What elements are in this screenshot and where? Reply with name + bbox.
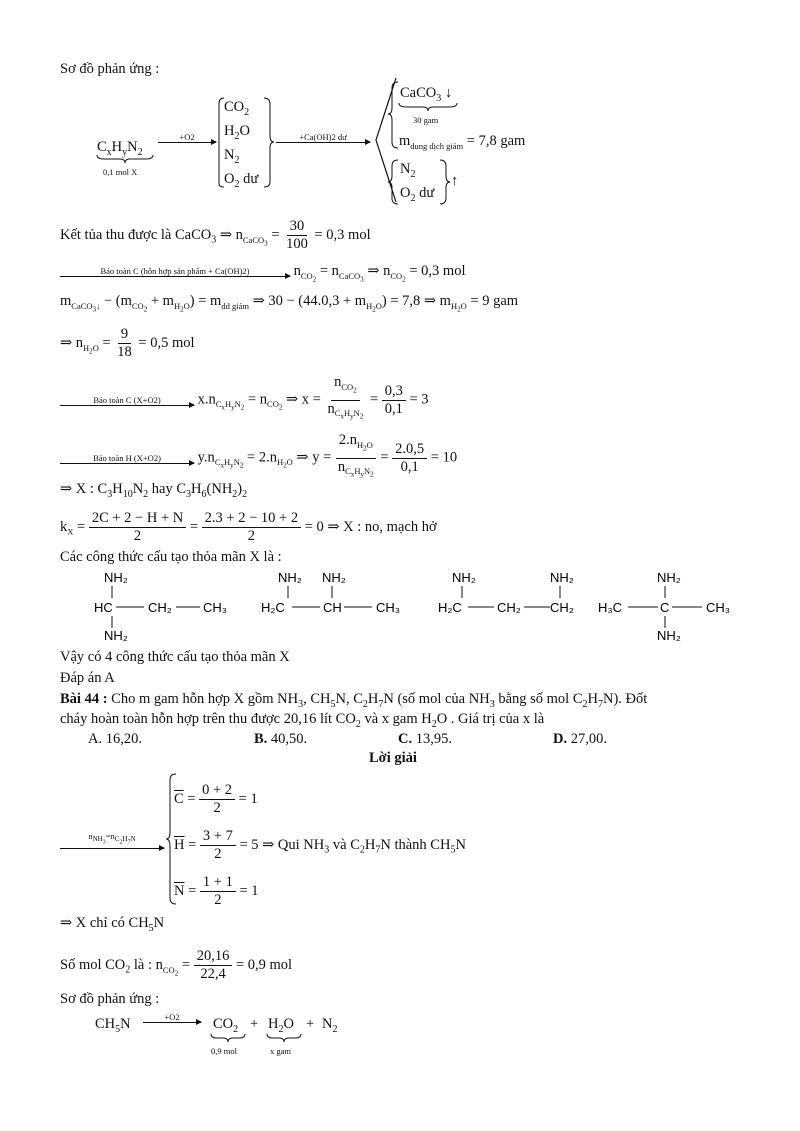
product-o2: $O_2$ dư (224, 171, 259, 190)
line-kx: $k_X$ = $\frac{2C + 2 - H + N}{2}$ = $\frac{2.3 + 2 - 10 + 2}{2}$ = 0 ⇒ X : no, mạch hở (60, 510, 437, 544)
line-y-value: Bảo toàn H (X+O2) $y.n_{C_xH_yN_2} = 2.n_{H_2O}$ ⇒ y = $2.n_{H_2O}$ $n_{C_xH_yN_2}$ = $\frac{2.0,5}{0,1}$ = 10 (60, 432, 457, 484)
product-h2o: $H_2O$ (224, 123, 250, 142)
arrow-o2: +O2 (158, 128, 218, 146)
s2-end: CH₃ (376, 600, 401, 615)
problem-line-1: Bài 44 : Cho m gam hỗn hợp X gồm $NH_3$, $CH_5N$, $C_2H_7N$ (số mol của $NH_3$ bằng số mol $C_2H_7N$). Đốt (60, 691, 648, 710)
s1-top: NH₂ (104, 570, 128, 585)
scheme2-plus-1: + (250, 1016, 259, 1032)
s3-mid: CH₂ (497, 600, 521, 615)
arrow-caoh2: +Ca(OH)2 dư (276, 128, 370, 146)
option-b: B. 40,50. (254, 731, 308, 747)
reactant-formula: $C_xH_yN_2$ (97, 139, 143, 158)
line-co2-moles: Số mol $CO_2$ là : $n_{CO_2}$ = $\frac{20,16}{22,4}$ = 0,9 mol (60, 948, 293, 982)
line-precipitate: Kết tủa thu được là CaCO$_3$ ⇒ $n_{CaCO_3}$ = $\frac{30}{100}$ = 0,3 mol (60, 218, 371, 252)
product-co2: $CO_2$ (224, 99, 250, 118)
s2-c1: H₂C (261, 600, 285, 615)
line-answer: Đáp án A (60, 670, 115, 686)
line-carbon-balance: Bảo toàn C (hỗn hợp sản phẩm + Ca(OH)2) $n_{CO_2} = n_{CaCO_3}$ ⇒ $n_{CO_2} = 0,3$ mol (60, 262, 465, 289)
avg-c: $\overline{C}$ = $\frac{0 + 2}{2}$ = 1 (174, 782, 258, 816)
line-x-value: Bảo toàn C (X+O2) $x.n_{C_xH_yN_2} = n_{CO_2}$ ⇒ x = $n_{CO_2}$ $n_{C_xH_yN_2}$ = $\frac{0,3}{0,1}$ = 3 (60, 374, 429, 426)
reactant-note: 0,1 mol X (103, 167, 138, 177)
avg-h: $\overline{H}$ = $\frac{3 + 7}{2}$ = 5 ⇒ Qui $NH_3$ và $C_2H_7N$ thành $CH_5N$ (174, 828, 466, 862)
gas-arrow: ↑ (451, 173, 459, 189)
s3-c3: CH₂ (550, 600, 574, 615)
mass-decrease: $m_{dung dịch giảm} = 7,8$ gam (399, 133, 526, 151)
scheme2-reactant: $CH_5N$ (95, 1016, 131, 1035)
precipitate-note: 30 gam (413, 115, 439, 125)
gas-o2: $O_2$ dư (400, 185, 435, 204)
solution-arrow: $n_{NH_3}=n_{C_2H_7N}$ (60, 830, 164, 849)
s2-c2: CH (323, 600, 342, 615)
s3-top1: NH₂ (452, 570, 476, 585)
scheme2-heading: Sơ đồ phản ứng : (60, 991, 160, 1007)
s4-bottom: NH₂ (657, 628, 681, 643)
structural-formulas (80, 566, 780, 648)
line-conclusion: Vậy có 4 công thức cấu tạo thỏa mãn X (60, 649, 290, 665)
s3-top2: NH₂ (550, 570, 574, 585)
solution-title: Lời giải (369, 750, 417, 766)
precipitate-brace (386, 80, 400, 150)
line-mass-balance: $m_{CaCO_3↓} - (m_{CO_2} + m_{H_2O}) = m_{dd giảm}$ ⇒ $30 - (44.0,3 + m_{H_2O}) = 7,8$ ⇒ $m_{H_2O} = 9$ gam (60, 293, 519, 314)
s3-c1: H₂C (438, 600, 462, 615)
s1-bottom: NH₂ (104, 628, 128, 643)
line-structures-intro: Các công thức cấu tạo thỏa mãn X là : (60, 549, 282, 565)
scheme2-plus-2: + (306, 1016, 315, 1032)
option-a: A. 16,20. (88, 731, 142, 747)
line-only-ch5n: ⇒ X chỉ có $CH_5N$ (60, 915, 165, 934)
option-c: C. 13,95. (398, 731, 452, 747)
line-h2o-moles: ⇒ $n_{H_2O}$ = $\frac{9}{18}$ = 0,5 mol (60, 326, 195, 360)
gas-n2: $N_2$ (400, 161, 416, 180)
line-formula: ⇒ X : $C_3H_{10}N_2$ hay $C_3H_6(NH_2)_2$ (60, 481, 248, 500)
s1-mid: CH₂ (148, 600, 172, 615)
s2-top2: NH₂ (322, 570, 346, 585)
option-d: D. 27,00. (553, 731, 607, 747)
scheme2-co2-note: 0,9 mol (211, 1046, 237, 1056)
scheme2-h2o: $H_2O$ (268, 1016, 294, 1035)
scheme2-co2: $CO_2$ (213, 1016, 239, 1035)
s1-c1: HC (94, 600, 113, 615)
s4-right: CH₃ (706, 600, 731, 615)
scheme2-n2: $N_2$ (322, 1016, 338, 1035)
avg-n: $\overline{N}$ = $\frac{1 + 1}{2}$ = 1 (174, 874, 259, 908)
precipitate-caco3: CaCO$_3$ ↓ (400, 85, 453, 104)
s4-center: C (660, 600, 670, 615)
s4-top: NH₂ (657, 570, 681, 585)
s1-end: CH₃ (203, 600, 228, 615)
product-n2: $N_2$ (224, 147, 240, 166)
problem-line-2: cháy hoàn toàn hỗn hợp trên thu được 20,16 lít $CO_2$ và x gam $H_2O$ . Giá trị của x là (60, 711, 545, 730)
scheme2-arrow: +O2 (143, 1008, 201, 1026)
s2-top1: NH₂ (278, 570, 302, 585)
s4-left: H₃C (598, 600, 623, 615)
scheme-heading: Sơ đồ phản ứng : (60, 61, 160, 77)
scheme2-h2o-note: x gam (270, 1046, 292, 1056)
